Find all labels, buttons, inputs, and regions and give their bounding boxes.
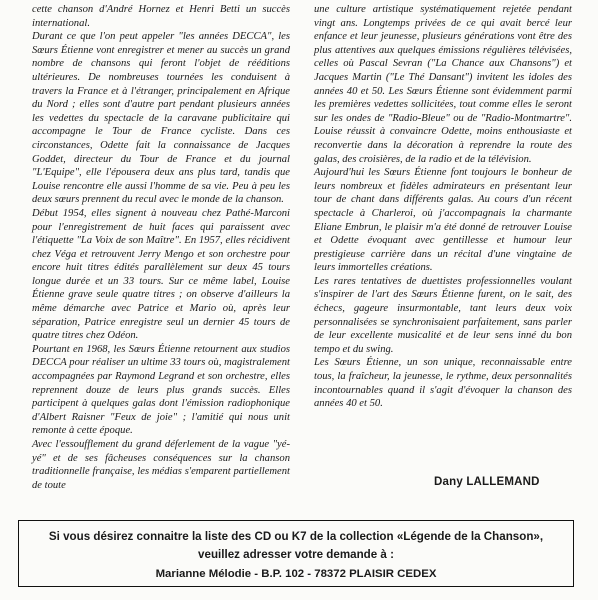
box-line-collection: Si vous désirez connaitre la liste des CD ou K7 de la collection «Légende de la Chanson»,	[48, 530, 544, 543]
right-text-column	[314, 3, 572, 411]
paragraph: une culture artistique systématiquement rejetée pendant vingt ans. Longtemps privées de ce qui avait bercé leur enfance et leur jeunesse, plusieurs générations vont être des plus attentives aux quelques émissions régulières télévisées, celles où Pascal Sevran ("La Chance aux Chansons") et Jacques Martin ("Le Thé Dansant") invitent les idoles des années 40 et 50. Les Sœurs Étienne sont évidemment parmi les premières vedettes sollicitées, tout comme elles le seront sur les ondes de "Radio-Bleue" ou de "Radio-Montmartre". Louise réussit à convaincre Odette, moins enthousiaste et reconvertie dans la décoration à reprendre la route des galas, des croisières, de la radio et de la télévision.	[314, 4, 572, 165]
paragraph: Les rares tentatives de duettistes professionnelles voulant s'inspirer de l'art des Sœurs Étienne furent, on le sait, des échecs, gageure insurmontable, tant leurs deux voix personnalisées se synchronisaient parfaitement, sans parler de leur excellente musicalité et de leur sens inné du bon tempo et du swing.	[314, 275, 572, 355]
paragraph: Les Sœurs Étienne, un son unique, reconnaissable entre tous, la fraîcheur, la jeunesse, le rythme, deux personnalités incontournables quand il s'agit d'évoquer la chanson des années 40 et 50.	[314, 357, 572, 410]
box-line-address: Marianne Mélodie - B.P. 102 - 78372 PLAISIR CEDEX	[155, 568, 437, 580]
paragraph: Avec l'essoufflement du grand déferlement de la vague "yé-yé" et de ses fâcheuses conséquences sur la chanson traditionnelle française, les médias s'emparent partiellement de toute	[32, 439, 290, 491]
paragraph: Pourtant en 1968, les Sœurs Étienne retournent aux studios DECCA pour réaliser un ultime 33 tours où, magistralement accompagnées par Raymond Legrand et son orchestre, elles reprennent douze de leurs plus grands succès. Elles participent à quelques galas dont l'émission radiophonique d'Albert Raisner "Feux de joie" ; l'amitié qui nous unit remonte à cette époque.	[32, 343, 290, 437]
paragraph: Aujourd'hui les Sœurs Étienne font toujours le bonheur de leurs nombreux et fidèles admirateurs en présentant leur tour de chant dans différents galas. Au cours d'un récent spectacle à Charleroi, où j'accompagnais la charmante Eliane Embrun, le plaisir m'a été donné de retrouver Louise et Odette évoquant avec gentillesse et humour leur prestigieuse carrière dans un récital d'une vingtaine de leurs immortelles créations.	[314, 167, 572, 274]
author-signature: Dany LALLEMAND	[434, 476, 540, 488]
paragraph: cette chanson d'André Hornez et Henri Betti un succès international.	[32, 4, 290, 29]
ordering-info-box	[18, 520, 574, 587]
paragraph: Durant ce que l'on peut appeler "les années DECCA", les Sœurs Étienne vont enregistrer et mener au succès un grand nombre de chansons qui feront l'objet de rééditions ultérieures. De nombreuses tournées les conduisent à travers la France et à l'étranger, principalement en Afrique du Nord ; elles sont d'autre part pendant plusieurs années les vedettes du spectacle de la caravane publicitaire qui accompagne le Tour de France cycliste. Dans ces circonstances, Odette fait la connaissance de Jacques Goddet, directeur du Tour de France et du journal "L'Equipe", elle l'épousera deux ans plus tard, tandis que Louise rencontre elle aussi l'homme de sa vie. Peu à peu les deux sœurs prennent du recul avec le monde de la chanson.	[32, 31, 290, 206]
left-text-column	[32, 3, 290, 492]
box-line-request: veuillez adresser votre demande à :	[198, 548, 394, 561]
paragraph: Début 1954, elles signent à nouveau chez Pathé-Marconi pour l'enregistrement de huit faces qui paraissent avec l'étiquette "La Voix de son Maître". En 1957, elles récidivent chez Véga et retrouvent Jerry Mengo et son orchestre pour encore huit titres édités parallèlement sur deux 45 tours longue durée et un 33 tours. Sur ce même label, Louise Étienne grave seule quatre titres ; on observe d'ailleurs la même démarche avec Patrice et Mario où, après leur séparation, Patrice enregistre seul un dernier 45 tours de quatre titres chez Odéon.	[32, 207, 290, 342]
